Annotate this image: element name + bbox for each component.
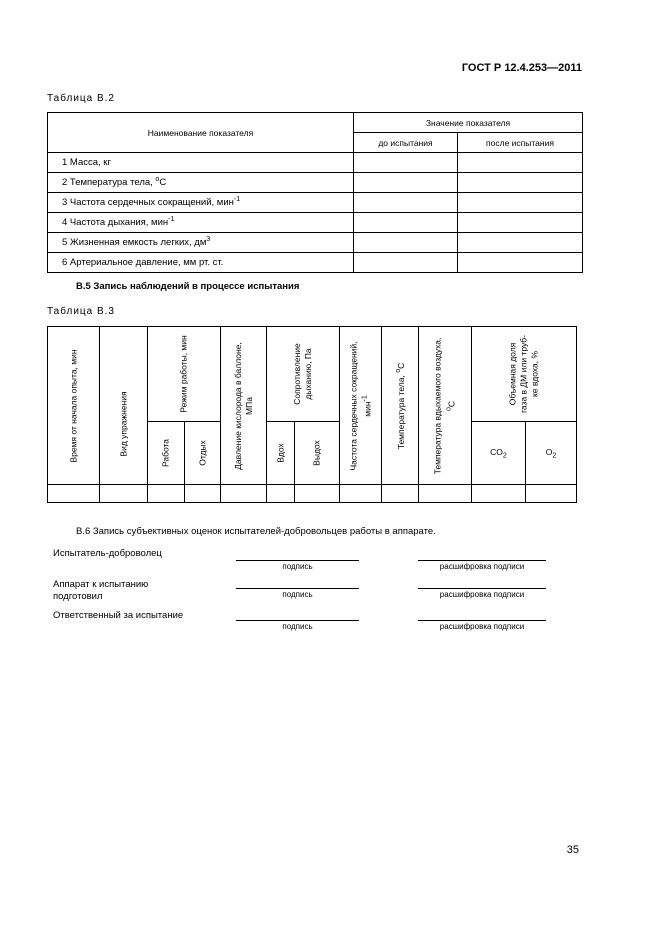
col-header-exhale: Выдох (295, 422, 340, 485)
cell-after (458, 253, 583, 273)
signature-line (236, 560, 359, 561)
signature-line (236, 588, 359, 589)
table-row (48, 153, 583, 173)
decode-line (418, 588, 546, 589)
decode-caption: расшифровка подписи (439, 590, 525, 599)
table-b3 (47, 326, 577, 503)
signer-label: Испытатель-доброволец (53, 548, 162, 559)
signature-caption: подпись (282, 622, 313, 631)
col-header-co2: $CO_2$ (472, 422, 526, 485)
cell-after (458, 233, 583, 253)
decode-line (418, 620, 546, 621)
section-b5-title: В.5 Запись наблюдений в процессе испытания (76, 281, 300, 292)
table-row (48, 213, 583, 233)
col-header-name: Наименование показателя (48, 113, 354, 153)
col-header-resistance: Сопротивление дыханию, Па (267, 327, 340, 422)
col-header-value: Значение показателя (354, 113, 583, 133)
cell-before (354, 193, 458, 213)
row-label: 4 Частота дыхания, мин$^{-1}$ (48, 213, 354, 233)
cell-before (354, 213, 458, 233)
cell-before (354, 233, 458, 253)
row-label: 5 Жизненная емкость легких, $дм^3$ (48, 233, 354, 253)
table-row (48, 173, 583, 193)
col-header-inhale: Вдох (267, 422, 295, 485)
table-b2-label: Таблица В.2 (47, 93, 115, 104)
col-header-exercise: Вид упражнения (100, 327, 148, 485)
table-row (48, 485, 577, 503)
signer-label: Ответственный за испытание (53, 610, 184, 621)
signature-caption: подпись (282, 562, 313, 571)
table-row (48, 253, 583, 273)
table-b2 (47, 112, 583, 273)
table-row (48, 193, 583, 213)
col-header-time: Время от начала опыта, мин (48, 327, 100, 485)
col-header-before: до испытания (354, 133, 458, 153)
cell-after (458, 153, 583, 173)
signer-label: Аппарат к испытанию подготовил (53, 579, 149, 602)
row-label: 1 Масса, кг (48, 153, 354, 173)
decode-line (418, 560, 546, 561)
col-header-mode: Режим работы, мин (148, 327, 221, 422)
col-header-o2: $O_2$ (526, 422, 577, 485)
col-header-rest: Отдых (185, 422, 221, 485)
signature-line (236, 620, 359, 621)
cell-after (458, 213, 583, 233)
col-header-work: Работа (148, 422, 185, 485)
col-header-after: после испытания (458, 133, 583, 153)
table-b3-label: Таблица В.3 (47, 306, 115, 317)
decode-caption: расшифровка подписи (439, 562, 525, 571)
row-label: 6 Артериальное давление, мм рт. ст. (48, 253, 354, 273)
col-header-air-temp: Температура вдыхаемого воздуха, $^о$С (419, 327, 472, 485)
cell-after (458, 173, 583, 193)
signature-caption: подпись (282, 590, 313, 599)
col-header-gas-fraction: Объемная доля газа в ДМ или труб- ке вдоха, % (472, 327, 577, 422)
cell-before (354, 153, 458, 173)
col-header-heart-rate: Частота сердечных сокращений, мин$^{-1}$ (340, 327, 382, 485)
col-header-body-temp: Температура тела, $^о$С (382, 327, 419, 485)
cell-before (354, 173, 458, 193)
cell-before (354, 253, 458, 273)
decode-caption: расшифровка подписи (439, 622, 525, 631)
standard-number: ГОСТ Р 12.4.253—2011 (461, 62, 582, 74)
table-row (48, 233, 583, 253)
cell-after (458, 193, 583, 213)
row-label: 3 Частота сердечных сокращений, мин$^{-1}$ (48, 193, 354, 213)
col-header-pressure: Давление кислорода в баллоне, МПа (221, 327, 267, 485)
row-label: 2 Температура тела, $^о$С (48, 173, 354, 193)
section-b6-title: В.6 Запись субъективных оценок испытателей-добровольцев работы в аппарате. (76, 526, 436, 537)
page-number: 35 (566, 844, 579, 856)
